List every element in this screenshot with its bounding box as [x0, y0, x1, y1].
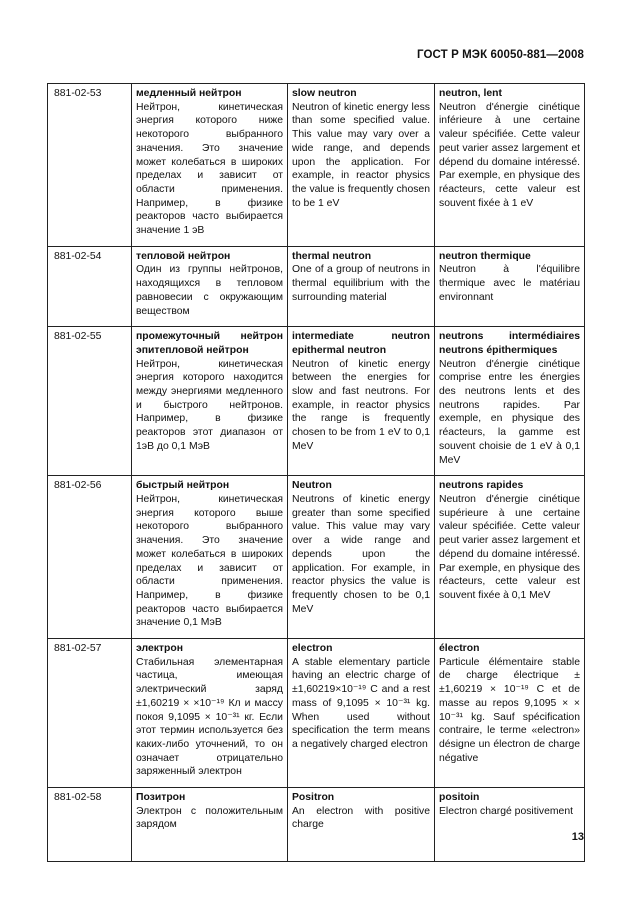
russian-entry [132, 246, 288, 327]
russian-definition: Нейтрон, кинетическая энергия которого ниже некоторого выбранного значения. Это значение может колебаться в широких пределах и зависит от области применения. Например, в физике реакторов часто выбирается значение 1 эВ [136, 101, 283, 237]
english-definition: Neutron of kinetic energy between the energies for slow and fast neutrons. For example, in reactor physics the range is frequently chosen to be from 1 eV to 0,1 MeV [292, 358, 430, 452]
english-entry [288, 476, 435, 639]
english-entry [288, 246, 435, 327]
russian-term: тепловой нейтрон [136, 250, 231, 262]
russian-entry [132, 639, 288, 788]
term-number: 881-02-57 [48, 639, 132, 788]
term-row [48, 246, 585, 327]
russian-entry [132, 788, 288, 862]
french-term: neutrons rapides [439, 480, 524, 492]
french-entry [435, 246, 585, 327]
term-number: 881-02-56 [48, 476, 132, 639]
russian-definition: Стабильная элементарная частица, имеющая электрический заряд ±1,60219 × ×10⁻¹⁹ Кл и массу покоя 9,1095 × 10⁻³¹ кг. Если этот термин используется без каких-либо уточнений, то он означает отрицательно заряженный электрон [136, 656, 283, 778]
russian-term: быстрый нейтрон [136, 480, 230, 492]
english-term: slow neutron [292, 88, 357, 99]
term-row [48, 476, 585, 639]
english-term: Neutron [292, 480, 332, 492]
english-term: electron [292, 643, 333, 655]
french-entry [435, 788, 585, 862]
terms-body [48, 84, 585, 862]
russian-entry [132, 476, 288, 639]
french-definition: Neutron d'énergie cinétique comprise entre les énergies des neutrons lents et des neutrons rapides. Par exemple, en physique des réacteurs, la gamme est souvent choisie de 1 eV à 0,1 MeV [439, 358, 580, 466]
english-term: thermal neutron [292, 250, 372, 262]
english-definition: A stable elementary particle having an electric charge of ±1,60219×10⁻¹⁹ C and a rest mass of 9,1095 × 10⁻³¹ kg. When used without specification the term means a negatively charged electron [292, 656, 430, 750]
standard-designation: ГОСТ Р МЭК 60050-881—2008 [417, 49, 584, 61]
russian-term: медленный нейтрон [136, 88, 242, 99]
french-term: neutron, lent [439, 88, 502, 99]
english-definition: Neutrons of kinetic energy greater than some specified value. This value may vary over a wide range and depends upon the application. For example, in reactor physics the value is frequently chosen to be 0,1 MeV [292, 493, 430, 615]
term-row [48, 84, 585, 247]
english-definition: One of a group of neutrons in thermal equilibrium with the surrounding material [292, 264, 430, 303]
russian-definition: Нейтрон, кинетическая энергия которого выше некоторого выбранного значения. Это значение может колебаться в широких пределах и зависит от области применения. Например, в физике реакторов часто выбирается значение 0,1 МэВ [136, 493, 283, 629]
russian-term: электрон [136, 643, 183, 655]
french-term: neutron thermique [439, 250, 531, 262]
english-definition: An electron with positive charge [292, 805, 430, 831]
russian-definition: Электрон с положительным зарядом [136, 805, 283, 831]
english-entry [288, 788, 435, 862]
terms-table [47, 83, 585, 862]
french-definition: Neutron à l'équilibre thermique avec le matériau environnant [439, 264, 580, 303]
term-number: 881-02-53 [48, 84, 132, 247]
french-definition: Neutron d'énergie cinétique supérieure à une certaine valeur spécifiée. Cette valeur peut varier assez largement et dépend du domaine intéressé. Par exemple, en physique des réacteurs, cette valeur est souvent fixée à 0,1 MeV [439, 493, 580, 601]
russian-term: Позитрон [136, 792, 186, 804]
term-number: 881-02-58 [48, 788, 132, 862]
russian-definition: Один из группы нейтронов, находящихся в тепловом равновесии с окружающим веществом [136, 264, 283, 317]
term-row [48, 639, 585, 788]
french-term: neutrons intermédiaires neutrons épithermiques [439, 331, 580, 356]
french-entry [435, 84, 585, 247]
term-row [48, 788, 585, 862]
french-definition: Electron chargé positivement [439, 805, 573, 817]
english-term: intermediate neutron epithermal neutron [292, 331, 430, 356]
english-definition: Neutron of kinetic energy less than some specified value. This value may vary over a wide range, and depends upon the application. For example, in reactor physics the value is frequently chosen to be 1 eV [292, 101, 430, 209]
term-number: 881-02-55 [48, 327, 132, 476]
russian-term: промежуточный нейтрон эпитепловой нейтрон [136, 331, 283, 356]
french-definition: Particule élémentaire stable de charge électrique ± ±1,60219 × 10⁻¹⁹ C et de masse au repos 9,1095 × × 10⁻³¹ kg. Sauf spécification contraire, le terme «electron» désigne un électron de charge négative [439, 656, 580, 764]
russian-entry [132, 327, 288, 476]
english-term: Positron [292, 792, 335, 804]
english-entry [288, 639, 435, 788]
page-number: 13 [571, 831, 584, 843]
french-definition: Neutron d'énergie cinétique inférieure à une certaine valeur spécifiée. Cette valeur peut varier assez largement et dépend du domaine intéressé. Par exemple, en physique des réacteurs, cette valeur est souvent fixée à 1 eV [439, 101, 580, 209]
french-term: électron [439, 643, 480, 655]
english-entry [288, 327, 435, 476]
french-entry [435, 327, 585, 476]
french-entry [435, 476, 585, 639]
russian-definition: Нейтрон, кинетическая энергия которого находится между энергиями медленного и быстрого нейтронов. Например, в физике реакторов этот диапазон от 1эВ до 0,1 МэВ [136, 358, 283, 452]
french-entry [435, 639, 585, 788]
russian-entry [132, 84, 288, 247]
term-row [48, 327, 585, 476]
term-number: 881-02-54 [48, 246, 132, 327]
english-entry [288, 84, 435, 247]
french-term: positoin [439, 792, 480, 804]
